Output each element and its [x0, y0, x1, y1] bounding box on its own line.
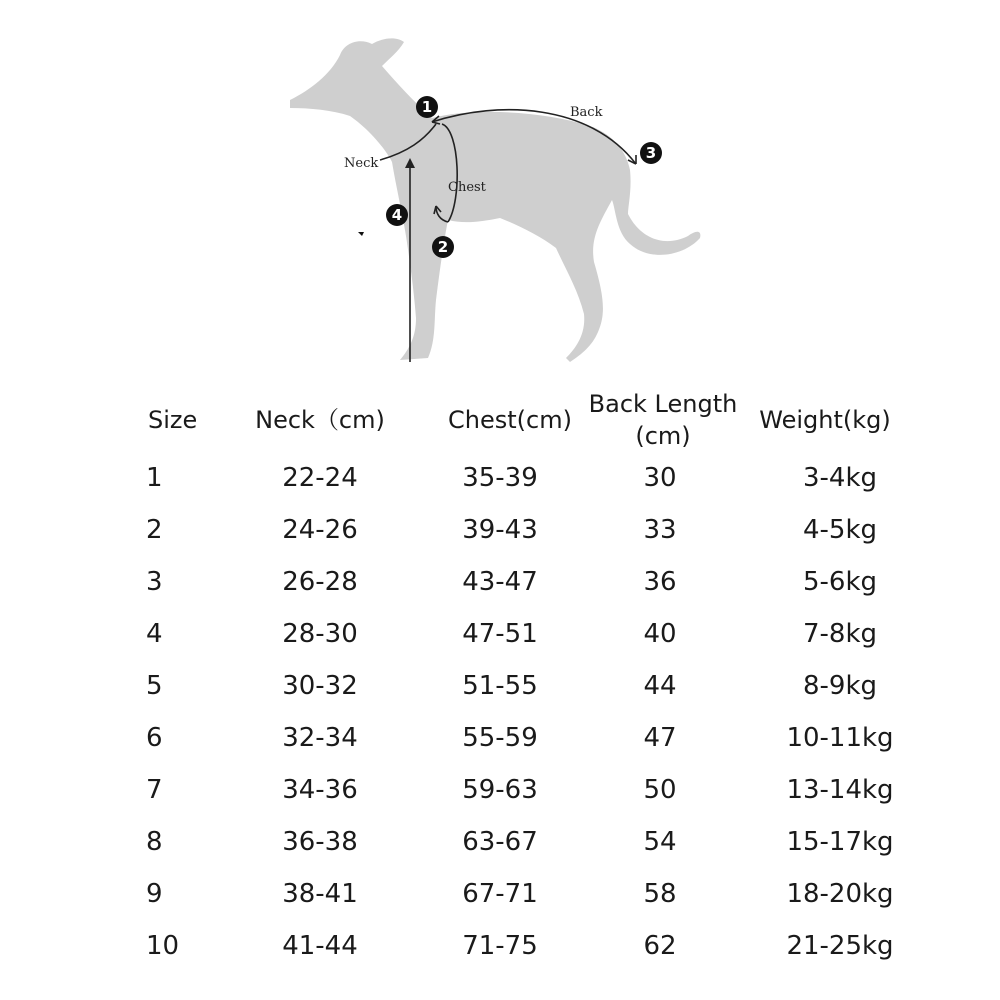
cell-weight: 5-6kg	[802, 567, 878, 597]
marker-3: 3	[640, 142, 662, 164]
cell-weight: 10-11kg	[786, 723, 894, 753]
cell-size: 6	[146, 723, 163, 753]
cell-chest: 67-71	[462, 879, 538, 909]
header-size: Size	[148, 406, 198, 434]
cell-neck: 24-26	[282, 515, 358, 545]
cell-neck: 34-36	[282, 775, 358, 805]
marker-4: 4	[386, 204, 408, 226]
cell-back-length: 58	[643, 879, 677, 909]
dog-silhouette	[0, 0, 1000, 380]
cell-back-length: 36	[643, 567, 677, 597]
cell-chest: 47-51	[462, 619, 538, 649]
cell-neck: 32-34	[282, 723, 358, 753]
header-neck: Neck（cm)	[255, 406, 385, 434]
neck-label: Neck	[344, 156, 379, 171]
cell-chest: 55-59	[462, 723, 538, 753]
cell-weight: 4-5kg	[802, 515, 878, 545]
cell-neck: 26-28	[282, 567, 358, 597]
cell-back-length: 40	[643, 619, 677, 649]
cell-size: 1	[146, 463, 163, 493]
cell-back-length: 62	[643, 931, 677, 961]
cell-size: 8	[146, 827, 163, 857]
cell-back-length: 47	[643, 723, 677, 753]
cell-neck: 36-38	[282, 827, 358, 857]
marker-2: 2	[432, 236, 454, 258]
cell-size: 9	[146, 879, 163, 909]
cell-neck: 28-30	[282, 619, 358, 649]
cell-back-length: 30	[643, 463, 677, 493]
cell-chest: 39-43	[462, 515, 538, 545]
cell-chest: 35-39	[462, 463, 538, 493]
cell-size: 3	[146, 567, 163, 597]
cell-back-length: 44	[643, 671, 677, 701]
cell-neck: 41-44	[282, 931, 358, 961]
marker-1: 1	[416, 96, 438, 118]
cell-weight: 3-4kg	[802, 463, 878, 493]
cell-chest: 63-67	[462, 827, 538, 857]
cell-weight: 8-9kg	[802, 671, 878, 701]
cell-size: 4	[146, 619, 163, 649]
cell-weight: 7-8kg	[802, 619, 878, 649]
header-weight: Weight(kg)	[759, 406, 891, 434]
chest-label: Chest	[448, 180, 486, 195]
header-chest: Chest(cm)	[448, 406, 572, 434]
cell-neck: 22-24	[282, 463, 358, 493]
cell-chest: 59-63	[462, 775, 538, 805]
cell-chest: 51-55	[462, 671, 538, 701]
cell-size: 7	[146, 775, 163, 805]
cell-weight: 21-25kg	[786, 931, 894, 961]
cell-size: 10	[146, 931, 180, 961]
cell-weight: 15-17kg	[786, 827, 894, 857]
cell-back-length: 33	[643, 515, 677, 545]
cell-chest: 43-47	[462, 567, 538, 597]
cell-back-length: 50	[643, 775, 677, 805]
cell-weight: 18-20kg	[786, 879, 894, 909]
cell-size: 2	[146, 515, 163, 545]
cell-weight: 13-14kg	[786, 775, 894, 805]
header-back-length-unit: (cm)	[635, 422, 691, 450]
dog-measurement-diagram	[0, 0, 1000, 380]
cell-size: 5	[146, 671, 163, 701]
cell-chest: 71-75	[462, 931, 538, 961]
header-back-length: Back Length	[588, 390, 738, 418]
cell-back-length: 54	[643, 827, 677, 857]
cell-neck: 30-32	[282, 671, 358, 701]
back-label: Back	[570, 105, 603, 120]
cell-neck: 38-41	[282, 879, 358, 909]
